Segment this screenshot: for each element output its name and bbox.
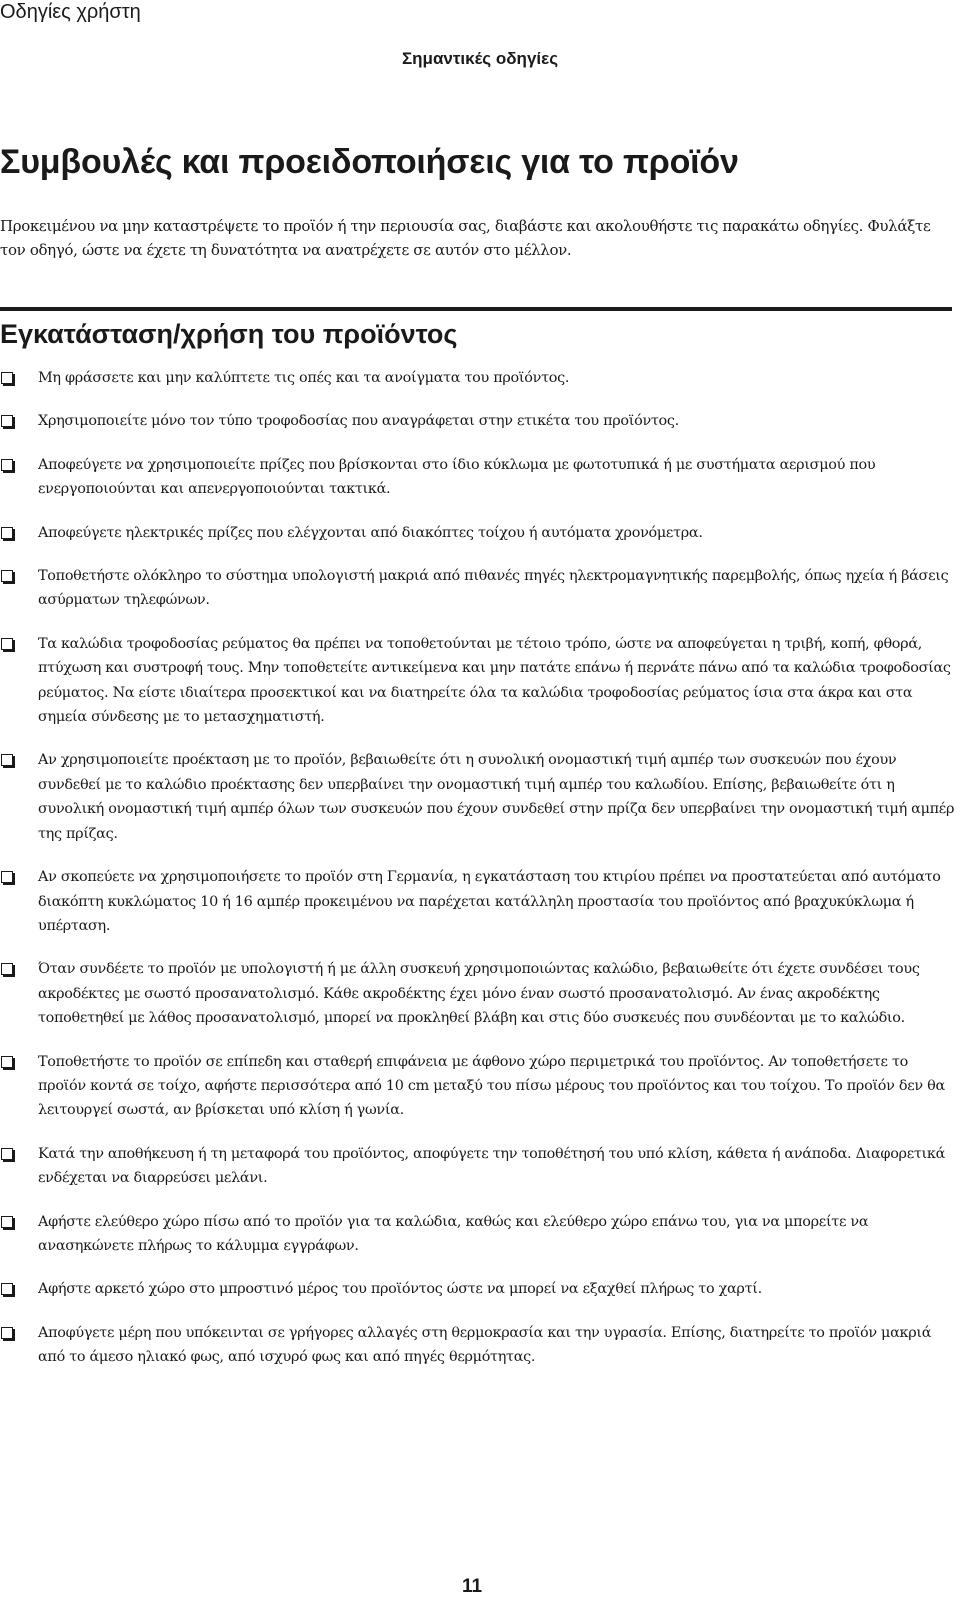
list-item-text: Τα καλώδια τροφοδοσίας ρεύματος θα πρέπει να τοποθετούνται με τέτοιο τρόπο, ώστε να αποφεύγεται η τριβή, κοπή, φθορά, πτύχωση και συστροφή τους. Μην τοποθετείτε αντικείμενα και μην πατάτε επάνω ή περνάτε πάνω από τα καλώδια τροφοδοσίας ρεύματος. Να είστε ιδιαίτερα προσεκτικοί και να διατηρείτε όλα τα καλώδια τροφοδοσίας ρεύματος ίσια στα άκρα και στα σημεία σύνδεσης με το μετασχηματιστή. (38, 635, 951, 726)
checkbox-bullet-icon (1, 1216, 13, 1228)
section-header: Σημαντικές οδηγίες (401, 49, 559, 68)
list-item (0, 366, 956, 390)
list-item (0, 564, 956, 613)
checkbox-bullet-icon (1, 871, 13, 883)
list-item (0, 409, 956, 433)
list-item-text: Τοποθετήστε ολόκληρο το σύστημα υπολογιστή μακριά από πιθανές πηγές ηλεκτρομαγνητικής παρεμβολής, όπως ηχεία ή βάσεις ασύρματων τηλεφώνων. (38, 568, 949, 609)
list-item-text: Αφήστε ελεύθερο χώρο πίσω από το προϊόν για τα καλώδια, καθώς και ελεύθερο χώρο επάνω του, για να μπορείτε να ανασηκώνετε πλήρως το κάλυμμα εγγράφων. (38, 1213, 869, 1254)
list-item-text: Μη φράσσετε και μην καλύπτετε τις οπές και τα ανοίγματα του προϊόντος. (38, 370, 570, 386)
list-item (0, 1142, 956, 1191)
list-item (0, 957, 956, 1030)
list-item (0, 748, 956, 846)
checkbox-bullet-icon (1, 638, 13, 650)
list-item (0, 865, 956, 938)
checkbox-bullet-icon (1, 1056, 13, 1068)
section-divider (0, 307, 952, 311)
page-title: Συμβουλές και προειδοποιήσεις για το προϊόν (0, 143, 739, 181)
list-item (0, 453, 956, 502)
checkbox-bullet-icon (1, 1148, 13, 1160)
list-item (0, 1050, 956, 1123)
checkbox-bullet-icon (1, 527, 13, 539)
list-item-text: Αποφεύγετε ηλεκτρικές πρίζες που ελέγχονται από διακόπτες τοίχου ή αυτόματα χρονόμετρα. (38, 524, 703, 541)
checkbox-bullet-icon (1, 754, 13, 766)
list-item-text: Αποφεύγετε να χρησιμοποιείτε πρίζες που βρίσκονται στο ίδιο κύκλωμα με φωτοτυπικά ή με συστήματα αερισμού που ενεργοποιούνται και απενεργοποιούνται τακτικά. (38, 456, 876, 498)
checkbox-bullet-icon (1, 570, 13, 582)
list-item (0, 1321, 956, 1370)
list-item-text: Όταν συνδέετε το προϊόν με υπολογιστή ή με άλλη συσκευή χρησιμοποιώντας καλώδιο, βεβαιωθείτε ότι έχετε συνδέσει τους ακροδέκτες με σωστό προσανατολισμό. Κάθε ακροδέκτης έχει μόνο έναν σωστό προσανατολισμό. Αν ένας ακροδέκτης τοποθετηθεί με λάθος προσανατολισμό, μπορεί να προκληθεί βλάβη και στις δύο συσκευές που συνδέονται με το καλώδιο. (38, 961, 920, 1027)
list-item-text: Τοποθετήστε το προϊόν σε επίπεδη και σταθερή επιφάνεια με άφθονο χώρο περιμετρικά του προϊόντος. Αν τοποθετήσετε το προϊόν κοντά σε τοίχο, αφήστε περισσότερα από 10 cm μεταξύ του πίσω μέρους του προϊόντος και του τοίχου. Το προϊόν δεν θα λειτουργεί σωστά, αν βρίσκεται υπό κλίση ή γωνία. (38, 1053, 945, 1119)
list-item (0, 632, 956, 730)
checkbox-bullet-icon (1, 372, 13, 384)
list-item (0, 521, 956, 545)
checkbox-bullet-icon (1, 459, 13, 471)
list-item-text: Αν χρησιμοποιείτε προέκταση με το προϊόν, βεβαιωθείτε ότι η συνολική ονομαστική τιμή αμπέρ των συσκευών που έχουν συνδεθεί με το καλώδιο προέκτασης δεν υπερβαίνει την ονομαστική τιμή αμπέρ του καλωδίου. Επίσης, βεβαιωθείτε ότι η συνολική ονομαστική τιμή αμπέρ όλων των συσκευών που έχουν συνδεθεί στην πρίζα δεν υπερβαίνει την ονομαστική τιμή αμπέρ της πρίζας. (38, 752, 955, 842)
list-item (0, 1210, 956, 1259)
checkbox-bullet-icon (1, 963, 13, 975)
subsection-heading: Εγκατάσταση/χρήση του προϊόντος (0, 319, 458, 349)
checkbox-bullet-icon (1, 1283, 13, 1295)
list-item-text: Αφήστε αρκετό χώρο στο μπροστινό μέρος του προϊόντος ώστε να μπορεί να εξαχθεί πλήρως το χαρτί. (38, 1281, 762, 1298)
intro-paragraph: Προκειμένου να μην καταστρέψετε το προϊόν ή την περιουσία σας, διαβάστε και ακολουθήστε τις παρακάτω οδηγίες. Φυλάξτε τον οδηγό, ώστε να έχετε τη δυνατότητα να ανατρέχετε σε αυτόν στο μέλλον. (0, 217, 931, 259)
list-item-text: Αν σκοπεύετε να χρησιμοποιήσετε το προϊόν στη Γερμανία, η εγκατάσταση του κτιρίου πρέπει να προστατεύεται από αυτόματο διακόπτη κυκλώματος 10 ή 16 αμπέρ προκειμένου να παρέχεται κατάλληλη προστασία του προϊόντος από βραχυκύκλωμα ή υπέρταση. (38, 869, 941, 934)
list-item-text: Αποφύγετε μέρη που υπόκεινται σε γρήγορες αλλαγές στη θερμοκρασία και την υγρασία. Επίσης, διατηρείτε το προϊόν μακριά από το άμεσο ηλιακό φως, από ισχυρό φως και από πηγές θερμότητας. (38, 1324, 932, 1366)
list-item-text: Χρησιμοποιείτε μόνο τον τύπο τροφοδοσίας που αναγράφεται στην ετικέτα του προϊόντος. (38, 413, 679, 430)
page-number: 11 (461, 1576, 483, 1597)
list-item (0, 1277, 956, 1301)
checkbox-bullet-icon (1, 1327, 13, 1339)
list-item-text: Κατά την αποθήκευση ή τη μεταφορά του προϊόντος, αποφύγετε την τοποθέτησή του υπό κλίση, κάθετα ή ανάποδα. Διαφορετικά ενδέχεται να διαρρεύσει μελάνι. (38, 1145, 945, 1187)
instruction-list (0, 366, 956, 1389)
checkbox-bullet-icon (1, 415, 13, 427)
running-header-title: Οδηγίες χρήστη (0, 1, 141, 23)
